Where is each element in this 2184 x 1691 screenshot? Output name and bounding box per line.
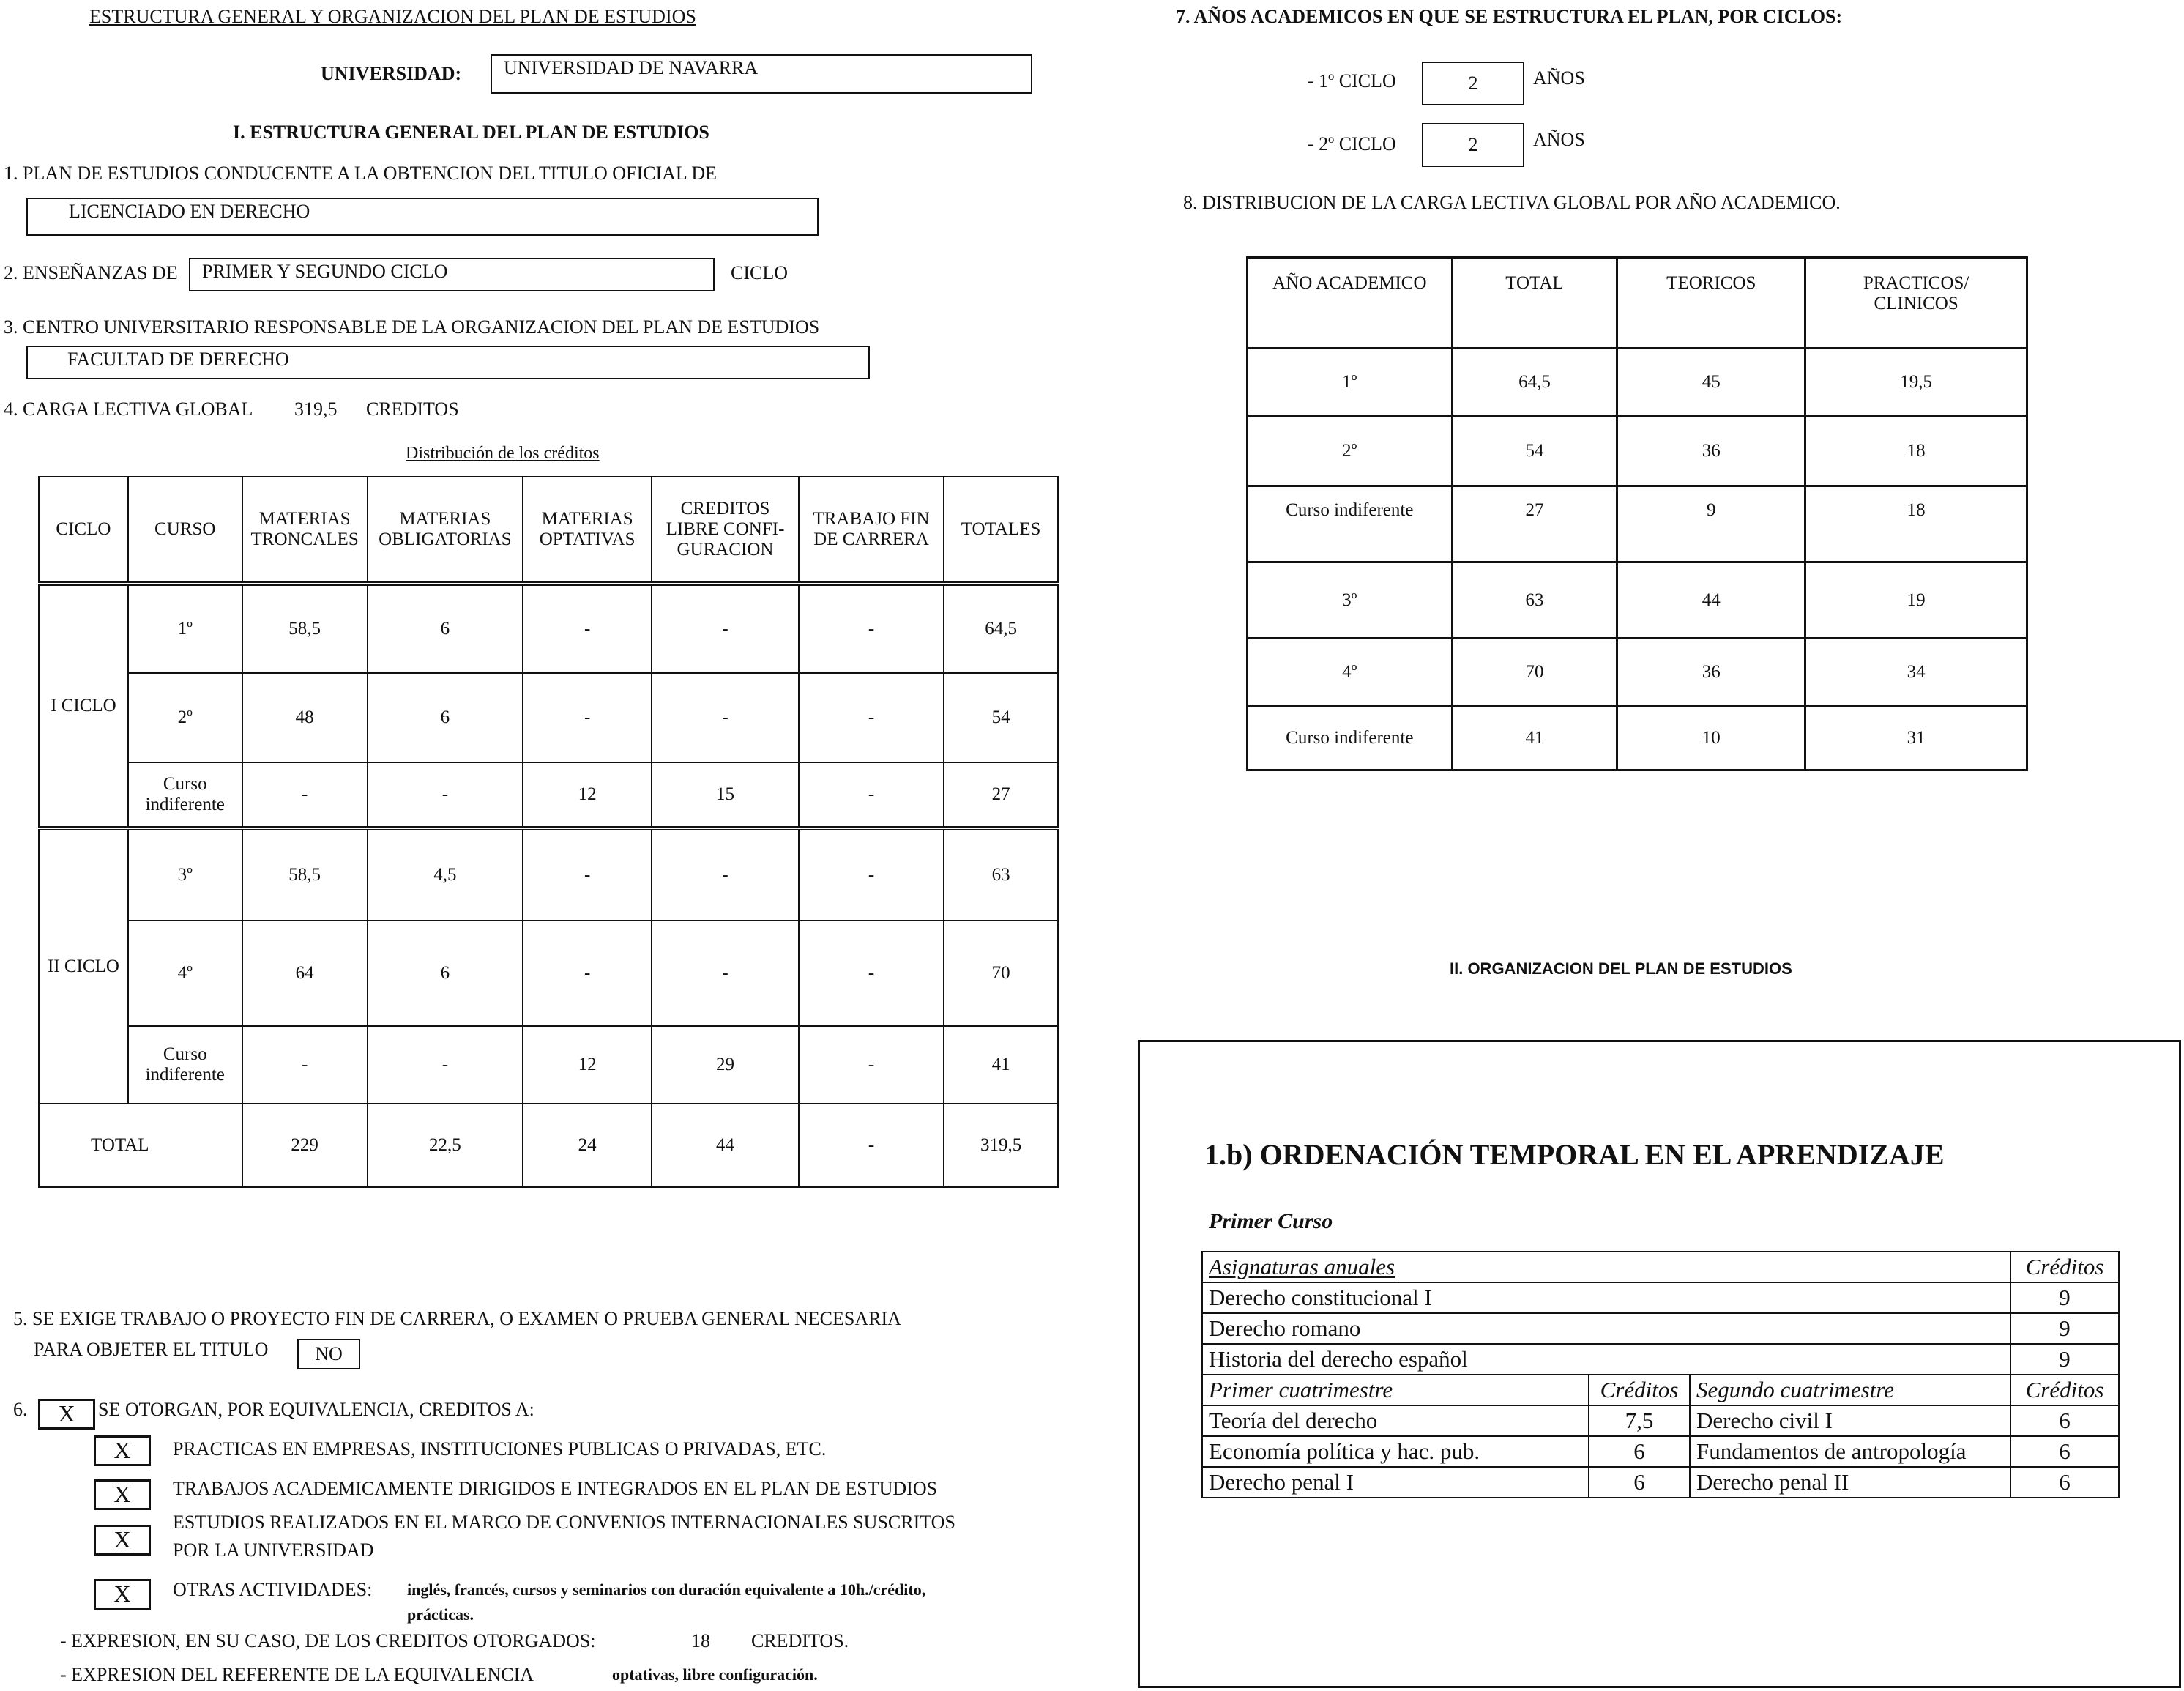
col-total: TOTAL <box>1452 258 1617 349</box>
ciclo2-label: - 2º CICLO <box>1308 133 1396 155</box>
cell: 229 <box>242 1104 368 1187</box>
cell: 4,5 <box>368 828 523 921</box>
subject-cell: Derecho penal II <box>1690 1467 2010 1498</box>
credits-cell: 6 <box>1589 1467 1690 1498</box>
cell: 27 <box>1452 486 1617 562</box>
cuat2-header: Segundo cuatrimestre <box>1690 1375 2010 1405</box>
cell: Curso indiferente <box>128 762 242 828</box>
cell: 24 <box>523 1104 652 1187</box>
credits-cell: 9 <box>2010 1313 2119 1344</box>
cell: 6 <box>368 673 523 762</box>
cell: - <box>799 1104 944 1187</box>
cell: - <box>242 1026 368 1104</box>
practicas-checkbox: X <box>94 1435 151 1466</box>
cell: 27 <box>944 762 1058 828</box>
cell: 9 <box>1617 486 1805 562</box>
ciclo-1-cell: I CICLO <box>39 584 128 828</box>
table-row <box>1248 562 2027 639</box>
cell: 18 <box>1805 486 2027 562</box>
ciclo2-years-field: 2 <box>1422 123 1524 167</box>
expr2-value: optativas, libre configuración. <box>612 1665 818 1684</box>
table-row <box>1202 1313 2119 1344</box>
cell: 2º <box>1248 416 1453 486</box>
trabajos-checkbox: X <box>94 1479 151 1510</box>
table-row <box>1248 349 2027 416</box>
trabajo-fin-field: NO <box>297 1339 360 1369</box>
ciclo1-unit: AÑOS <box>1533 67 1585 89</box>
cell: 2º <box>128 673 242 762</box>
section2-title: II. ORGANIZACION DEL PLAN DE ESTUDIOS <box>1450 959 1792 978</box>
cell: 44 <box>652 1104 799 1187</box>
cell: 63 <box>944 828 1058 921</box>
cell: 64,5 <box>1452 349 1617 416</box>
item6-label: SE OTORGAN, POR EQUIVALENCIA, CREDITOS A: <box>98 1399 534 1420</box>
cell: 29 <box>652 1026 799 1104</box>
credits-cell: 6 <box>1589 1436 1690 1467</box>
opt-otras-detail-line1: inglés, francés, cursos y seminarios con duración equivalente a 10h./crédito, <box>407 1580 926 1599</box>
primer-curso-label: Primer Curso <box>1209 1209 1333 1233</box>
expr1-label: - EXPRESION, EN SU CASO, DE LOS CREDITOS OTORGADOS: <box>60 1630 596 1651</box>
cell: 4º <box>1248 639 1453 706</box>
cell: 1º <box>1248 349 1453 416</box>
opt-estudios-line1: ESTUDIOS REALIZADOS EN EL MARCO DE CONVENIOS INTERNACIONALES SUSCRITOS <box>173 1512 955 1533</box>
cell: 64 <box>242 921 368 1026</box>
cell: 54 <box>1452 416 1617 486</box>
table-row <box>1248 486 2027 562</box>
credits-cell: 6 <box>2010 1436 2119 1467</box>
col-troncales: MATERIAS TRONCALES <box>242 477 368 584</box>
col-obligatorias: MATERIAS OBLIGATORIAS <box>368 477 523 584</box>
dist-title: Distribución de los créditos <box>406 444 600 463</box>
expr2-label: - EXPRESION DEL REFERENTE DE LA EQUIVALENCIA <box>60 1664 534 1685</box>
item6-num: 6. <box>13 1399 28 1420</box>
subject-cell: Fundamentos de antropología <box>1690 1436 2010 1467</box>
cell: 19,5 <box>1805 349 2027 416</box>
cell: 6 <box>368 921 523 1026</box>
cell: 58,5 <box>242 584 368 673</box>
subject-cell: Historia del derecho español <box>1202 1344 2010 1375</box>
credits-cell: 9 <box>2010 1282 2119 1313</box>
table-row <box>1202 1282 2119 1313</box>
table-row <box>39 828 1058 921</box>
cell: - <box>652 673 799 762</box>
col-optativas: MATERIAS OPTATIVAS <box>523 477 652 584</box>
opt-practicas: PRACTICAS EN EMPRESAS, INSTITUCIONES PUBLICAS O PRIVADAS, ETC. <box>173 1438 827 1460</box>
cell: 3º <box>128 828 242 921</box>
table-row <box>1202 1467 2119 1498</box>
equivalencia-checkbox: X <box>38 1399 95 1430</box>
cell: 22,5 <box>368 1104 523 1187</box>
titulo-field: LICENCIADO EN DERECHO <box>26 198 819 236</box>
cell: 64,5 <box>944 584 1058 673</box>
opt-otras-label: OTRAS ACTIVIDADES: <box>173 1579 373 1600</box>
cell: 45 <box>1617 349 1805 416</box>
ensenanzas-field: PRIMER Y SEGUNDO CICLO <box>189 258 715 291</box>
cell: - <box>652 921 799 1026</box>
cell: 12 <box>523 1026 652 1104</box>
cell: 34 <box>1805 639 2027 706</box>
item2-suffix: CICLO <box>731 262 788 283</box>
cuat1-header: Primer cuatrimestre <box>1202 1375 1589 1405</box>
centro-field: FACULTAD DE DERECHO <box>26 346 870 379</box>
col-trabajo-fin: TRABAJO FIN DE CARRERA <box>799 477 944 584</box>
table-row <box>1202 1405 2119 1436</box>
cell: - <box>523 584 652 673</box>
cell: 1º <box>128 584 242 673</box>
table-row <box>39 1026 1058 1104</box>
subject-cell: Derecho constitucional I <box>1202 1282 2010 1313</box>
opt-otras-detail-line2: prácticas. <box>407 1605 474 1624</box>
cell: 31 <box>1805 706 2027 770</box>
estudios-checkbox: X <box>94 1525 151 1556</box>
cuat1-creditos-header: Créditos <box>1589 1375 1690 1405</box>
item2-label: 2. ENSEÑANZAS DE <box>4 262 178 283</box>
cell: - <box>799 1026 944 1104</box>
credits-cell: 6 <box>2010 1405 2119 1436</box>
document-heading: ESTRUCTURA GENERAL Y ORGANIZACION DEL PLAN DE ESTUDIOS <box>89 6 696 27</box>
cell: 36 <box>1617 639 1805 706</box>
cell: 12 <box>523 762 652 828</box>
table-row <box>39 673 1058 762</box>
cell: - <box>523 828 652 921</box>
cell: - <box>799 584 944 673</box>
cell: 44 <box>1617 562 1805 639</box>
item5-line1: 5. SE EXIGE TRABAJO O PROYECTO FIN DE CARRERA, O EXAMEN O PRUEBA GENERAL NECESARIA <box>13 1308 901 1329</box>
cell: 6 <box>368 584 523 673</box>
carga-lectiva-table <box>1246 256 2028 771</box>
cell: 18 <box>1805 416 2027 486</box>
total-label: TOTAL <box>39 1104 242 1187</box>
section-title: I. ESTRUCTURA GENERAL DEL PLAN DE ESTUDIOS <box>233 122 709 143</box>
item8-label: 8. DISTRIBUCION DE LA CARGA LECTIVA GLOBAL POR AÑO ACADEMICO. <box>1183 192 1841 213</box>
ordenacion-title: 1.b) ORDENACIÓN TEMPORAL EN EL APRENDIZAJE <box>1204 1138 1945 1171</box>
item7-label: 7. AÑOS ACADEMICOS EN QUE SE ESTRUCTURA EL PLAN, POR CICLOS: <box>1176 6 1843 27</box>
universidad-label: UNIVERSIDAD: <box>321 63 462 84</box>
table-row <box>1248 416 2027 486</box>
table-row <box>39 584 1058 673</box>
cell: Curso indiferente <box>128 1026 242 1104</box>
expr1-value: 18 <box>691 1630 710 1651</box>
table-row <box>1248 639 2027 706</box>
cell: 41 <box>1452 706 1617 770</box>
cell: 3º <box>1248 562 1453 639</box>
table-row <box>1202 1436 2119 1467</box>
col-libre-configuracion: CREDITOS LIBRE CONFI- GURACION <box>652 477 799 584</box>
cuat2-creditos-header: Créditos <box>2010 1375 2119 1405</box>
cell: 41 <box>944 1026 1058 1104</box>
subject-cell: Teoría del derecho <box>1202 1405 1589 1436</box>
item1-label: 1. PLAN DE ESTUDIOS CONDUCENTE A LA OBTENCION DEL TITULO OFICIAL DE <box>4 163 717 184</box>
opt-trabajos: TRABAJOS ACADEMICAMENTE DIRIGIDOS E INTEGRADOS EN EL PLAN DE ESTUDIOS <box>173 1478 938 1499</box>
ciclo1-label: - 1º CICLO <box>1308 70 1396 92</box>
cell: 15 <box>652 762 799 828</box>
cell: 63 <box>1452 562 1617 639</box>
ciclo1-years-field: 2 <box>1422 62 1524 105</box>
table-row <box>1202 1344 2119 1375</box>
ciclo2-unit: AÑOS <box>1533 129 1585 150</box>
creditos-header: Créditos <box>2010 1252 2119 1282</box>
universidad-field: UNIVERSIDAD DE NAVARRA <box>491 54 1032 94</box>
table-row <box>1248 706 2027 770</box>
cell: 4º <box>128 921 242 1026</box>
cell: - <box>242 762 368 828</box>
cell: 70 <box>1452 639 1617 706</box>
cell: - <box>799 828 944 921</box>
table-row <box>39 762 1058 828</box>
item3-label: 3. CENTRO UNIVERSITARIO RESPONSABLE DE LA ORGANIZACION DEL PLAN DE ESTUDIOS <box>4 316 820 338</box>
primer-curso-table <box>1201 1251 2120 1498</box>
cell: Curso indiferente <box>1248 486 1453 562</box>
ciclo-2-cell: II CICLO <box>39 828 128 1104</box>
cell: 36 <box>1617 416 1805 486</box>
col-teoricos: TEORICOS <box>1617 258 1805 349</box>
cell: - <box>652 828 799 921</box>
cell: 319,5 <box>944 1104 1058 1187</box>
cell: - <box>799 673 944 762</box>
subject-cell: Economía política y hac. pub. <box>1202 1436 1589 1467</box>
total-row <box>39 1104 1058 1187</box>
credits-cell: 6 <box>2010 1467 2119 1498</box>
distribucion-creditos-table <box>38 476 1059 1188</box>
cell: Curso indiferente <box>1248 706 1453 770</box>
ordenacion-panel <box>1138 1040 2181 1688</box>
cell: 19 <box>1805 562 2027 639</box>
item5-line2: PARA OBJETER EL TITULO <box>34 1339 269 1360</box>
cell: 58,5 <box>242 828 368 921</box>
cell: 10 <box>1617 706 1805 770</box>
subject-cell: Derecho romano <box>1202 1313 2010 1344</box>
cell: - <box>368 1026 523 1104</box>
cell: 54 <box>944 673 1058 762</box>
col-totales: TOTALES <box>944 477 1058 584</box>
col-practicos: PRACTICOS/ CLINICOS <box>1805 258 2027 349</box>
cell: - <box>523 673 652 762</box>
carga-global-unit: CREDITOS <box>366 398 459 420</box>
cell: 70 <box>944 921 1058 1026</box>
anuales-header: Asignaturas anuales <box>1202 1252 2010 1282</box>
subject-cell: Derecho civil I <box>1690 1405 2010 1436</box>
cell: - <box>652 584 799 673</box>
cell: - <box>799 762 944 828</box>
expr1-unit: CREDITOS. <box>751 1630 849 1651</box>
item4-label: 4. CARGA LECTIVA GLOBAL <box>4 398 253 420</box>
col-curso: CURSO <box>128 477 242 584</box>
cell: 48 <box>242 673 368 762</box>
otras-checkbox: X <box>94 1579 151 1610</box>
cell: - <box>799 921 944 1026</box>
opt-estudios-line2: POR LA UNIVERSIDAD <box>173 1539 374 1561</box>
col-ciclo: CICLO <box>39 477 128 584</box>
table-row <box>39 921 1058 1026</box>
credits-cell: 9 <box>2010 1344 2119 1375</box>
cell: - <box>523 921 652 1026</box>
cell: - <box>368 762 523 828</box>
subject-cell: Derecho penal I <box>1202 1467 1589 1498</box>
credits-cell: 7,5 <box>1589 1405 1690 1436</box>
col-ano: AÑO ACADEMICO <box>1248 258 1453 349</box>
carga-global-value: 319,5 <box>294 398 338 420</box>
